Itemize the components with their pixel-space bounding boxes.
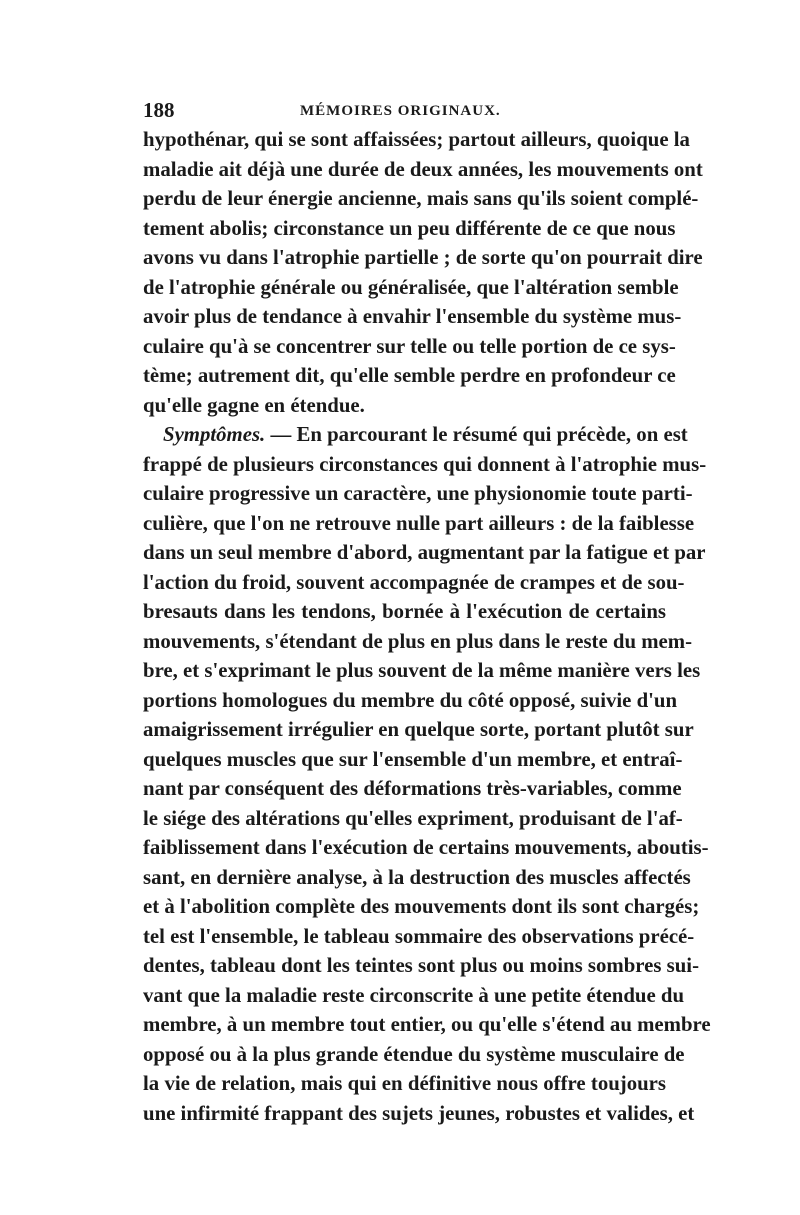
text-line: avons vu dans l'atrophie partielle ; de sorte qu'on pourrait dire — [143, 246, 703, 269]
text-line: frappé de plusieurs circonstances qui donnent à l'atrophie mus- — [143, 452, 707, 476]
body-text — [143, 125, 711, 1128]
paragraph-2 — [143, 420, 711, 1128]
text-line — [143, 420, 688, 450]
section-heading: Symptômes. — [163, 423, 266, 446]
text-line: culière, que l'on ne retrouve nulle part ailleurs : de la faiblesse — [143, 511, 695, 535]
text-line: qu'elle gagne en étendue. — [143, 393, 365, 417]
text-line: quelques muscles que sur l'ensemble d'un membre, et entraî- — [143, 747, 683, 771]
text-line: portions homologues du membre du côté opposé, suivie d'un — [143, 688, 678, 712]
text-line: bre, et s'exprimant le plus souvent de la même manière vers les — [143, 659, 701, 682]
page-number: 188 — [143, 98, 175, 122]
paragraph-1 — [143, 125, 703, 420]
text-line: opposé ou à la plus grande étendue du système musculaire de — [143, 1042, 685, 1066]
text-line: tement abolis; circonstance un peu différente de ce que nous — [143, 216, 676, 240]
text-line: maladie ait déjà une durée de deux années, les mouvements ont — [143, 157, 703, 181]
book-page — [143, 96, 711, 1128]
text-line: la vie de relation, mais qui en définitive nous offre toujours — [143, 1072, 666, 1095]
text-line: membre, à un membre tout entier, ou qu'elle s'étend au membre — [143, 1013, 711, 1036]
text-line: bresauts dans les tendons, bornée à l'exécution de certains — [143, 600, 666, 623]
text-line: tel est l'ensemble, le tableau sommaire des observations précé- — [143, 924, 695, 948]
text-line: hypothénar, qui se sont affaissées; partout ailleurs, quoique la — [143, 128, 690, 151]
text-line: culaire qu'à se concentrer sur telle ou telle portion de ce sys- — [143, 334, 676, 358]
text-line: mouvements, s'étendant de plus en plus dans le reste du mem- — [143, 629, 693, 653]
text-line: une infirmité frappant des sujets jeunes, robustes et valides, et — [143, 1101, 695, 1125]
text-line: avoir plus de tendance à envahir l'ensemble du système mus- — [143, 305, 682, 328]
text-line: faiblissement dans l'exécution de certains mouvements, aboutis- — [143, 836, 709, 859]
running-head — [143, 96, 666, 124]
text-line: dans un seul membre d'abord, augmentant par la fatigue et par — [143, 541, 706, 564]
text-line: vant que la maladie reste circonscrite à une petite étendue du — [143, 983, 685, 1007]
text-line: amaigrissement irrégulier en quelque sorte, portant plutôt sur — [143, 718, 694, 741]
text-line: dentes, tableau dont les teintes sont plus ou moins sombres sui- — [143, 954, 700, 977]
text-line: nant par conséquent des déformations très-variables, comme — [143, 777, 682, 800]
running-title: MÉMOIRES ORIGINAUX. — [300, 103, 501, 119]
text-line: et à l'abolition complète des mouvements dont ils sont chargés; — [143, 895, 700, 918]
text-line: perdu de leur énergie ancienne, mais sans qu'ils soient complé- — [143, 187, 699, 210]
text-line: le siége des altérations qu'elles expriment, produisant de l'af- — [143, 806, 683, 830]
text-line: culaire progressive un caractère, une physionomie toute parti- — [143, 482, 693, 505]
text-fragment: — En parcourant le résumé qui précède, on est — [270, 423, 688, 446]
text-line: l'action du froid, souvent accompagnée de crampes et de sou- — [143, 570, 685, 594]
text-line: tème; autrement dit, qu'elle semble perdre en profondeur ce — [143, 364, 676, 387]
text-line: de l'atrophie générale ou généralisée, que l'altération semble — [143, 275, 679, 299]
text-line: sant, en dernière analyse, à la destruction des muscles affectés — [143, 865, 691, 889]
